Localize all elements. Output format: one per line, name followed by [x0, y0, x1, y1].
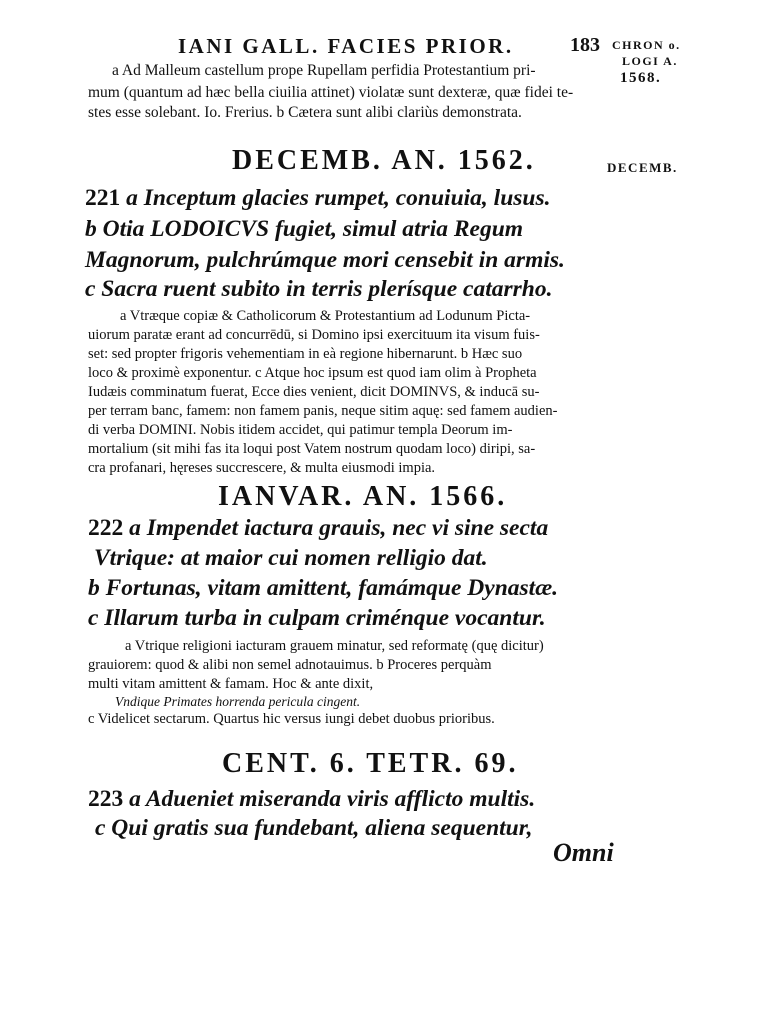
commentary-line: Iudæis comminatum fuerat, Ecce dies venient, dicit DOMINVS, & inducā su- [88, 384, 540, 400]
commentary-line: loco & proximè exponentur. c Atque hoc ipsum est quod iam olim à Propheta [88, 365, 537, 381]
verse-line [88, 786, 535, 813]
quatrain-number: 221 [85, 185, 121, 211]
verse-line: c Sacra ruent subito in terris plerísque catarrho. [85, 276, 553, 302]
verse-line: Vtrique: at maior cui nomen relligio dat. [94, 545, 488, 571]
verse-line: c Illarum turba in culpam criménque vocantur. [88, 605, 546, 631]
catchword: Omni [553, 838, 614, 867]
top-note-line-1: a Ad Malleum castellum prope Rupellam perfidia Protestantium pri- [112, 62, 536, 79]
commentary-line: set: sed propter frigoris vehementiam in eà regione hibernarunt. b Hæc suo [88, 346, 523, 362]
verse-text: a Adueniet miseranda viris afflicto multis. [129, 786, 536, 812]
margin-note-chronologia-2: LOGI A. [622, 54, 678, 68]
commentary-line: cra profanari, hęreses succrescere, & multa eiusmodi impia. [88, 460, 436, 476]
verse-line: b Otia LODOICVS fugiet, simul atria Regum [85, 216, 524, 242]
commentary-line: per terram banc, famem: non famem panis, neque sitim aquę: sed famem audien- [88, 403, 558, 419]
verse-line: Magnorum, pulchrúmque mori censebit in armis. [85, 247, 565, 273]
commentary-line: multi vitam amittent & famam. Hoc & ante dixit, [88, 676, 374, 692]
margin-note-chronologia-1: CHRON o. [612, 38, 681, 52]
verse-text: a Inceptum glacies rumpet, conuiuia, lusus. [126, 185, 551, 211]
commentary-line: grauiorem: quod & alibi non semel adnotauimus. b Proceres perquàm [88, 657, 492, 673]
margin-note-year: 1568. [620, 70, 662, 86]
running-head: IANI GALL. FACIES PRIOR. [178, 34, 514, 58]
quatrain-number: 223 [88, 786, 124, 812]
section-heading-ianuar-1566: IANVAR. AN. 1566. [218, 481, 508, 512]
commentary-quoted-verse: Vndique Primates horrenda pericula cingent. [115, 694, 361, 709]
section-heading-decemb-1562: DECEMB. AN. 1562. [232, 145, 536, 176]
commentary-line: di verba DOMINI. Nobis itidem accidet, qui patimur templa Deorum im- [88, 422, 513, 438]
top-note-line-2: mum (quantum ad hæc bella ciuilia attinet) violatæ sunt dexteræ, quæ fidei te- [88, 84, 574, 101]
verse-line: c Qui gratis sua fundebant, aliena sequentur, [95, 815, 533, 841]
verse-text: a Impendet iactura grauis, nec vi sine secta [129, 515, 549, 541]
page-number: 183 [570, 34, 600, 56]
quatrain-number: 222 [88, 515, 124, 541]
commentary-line: a Vtrique religioni iacturam grauem minatur, sed reformatę (quę dicitur) [125, 638, 544, 654]
commentary-line: a Vtræque copiæ & Catholicorum & Protestantium ad Lodunum Picta- [120, 308, 531, 324]
verse-line [85, 185, 551, 212]
top-note-line-3: stes esse solebant. Io. Frerius. b Cætera sunt alibi clariùs demonstrata. [88, 104, 522, 121]
section-heading-cent-6-tetr-69: CENT. 6. TETR. 69. [222, 748, 519, 779]
verse-line [88, 515, 548, 542]
commentary-line: mortalium (sit mihi fas ita loqui post Vatem nostrum quodam loco) diripi, sa- [88, 441, 536, 457]
margin-note-decemb: DECEMB. [607, 160, 678, 175]
commentary-line: c Videlicet sectarum. Quartus hic versus iungi debet duobus prioribus. [88, 711, 495, 727]
commentary-line: uiorum paratæ erant ad concurrēdū, si Domino ipsi exercituum ita visum fuis- [88, 327, 540, 343]
verse-line: b Fortunas, vitam amittent, famámque Dynastæ. [88, 575, 559, 601]
